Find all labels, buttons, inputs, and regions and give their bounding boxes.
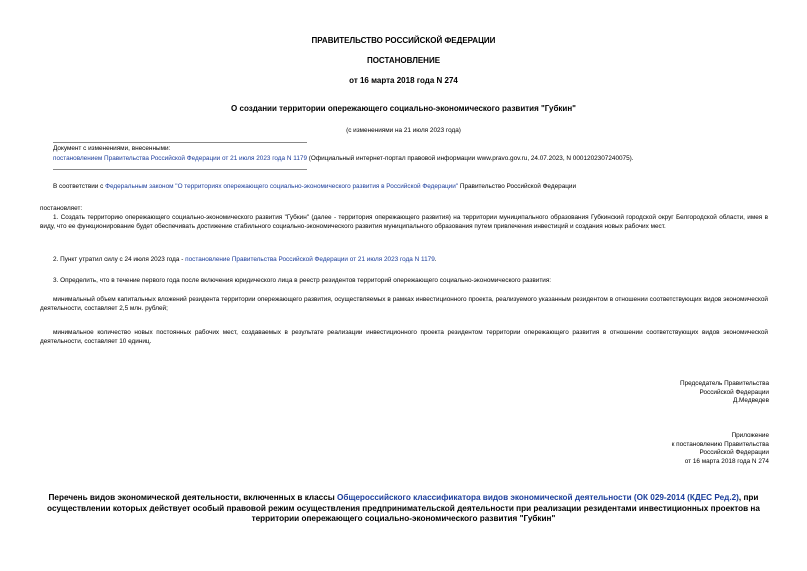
- amendments-line: [53, 155, 773, 164]
- list-title: [30, 493, 777, 525]
- preamble-prefix: В соответствии с: [53, 183, 106, 190]
- amendment-resolution-link[interactable]: постановлением Правительства Российской Федерации от 21 июля 2023 года N 1179: [53, 155, 307, 162]
- appendix-country: Российской Федерации: [699, 449, 769, 457]
- document-title: О создании территории опережающего социально-экономического развития "Губкин": [231, 104, 576, 113]
- preamble-suffix: Правительство Российской Федерации: [458, 183, 577, 190]
- resolves-word: постановляет:: [40, 205, 83, 212]
- federal-law-link[interactable]: Федеральным законом "О территориях опережающего социально-экономического развития в Российской Федерации": [105, 183, 459, 190]
- signature-name: Д.Медведев: [732, 397, 769, 405]
- repeal-resolution-link[interactable]: постановление Правительства Российской Федерации от 21 июля 2023 года N 1179: [185, 256, 435, 263]
- date-number-heading: от 16 марта 2018 года N 274: [349, 76, 458, 85]
- list-title-suffix: , при осуществлении которых действует особый правовой режим осуществления предпринимательской деятельности при реализации резидентами инвестиционных проектов на территории опережающего социально-экономического развития "Губкин": [47, 493, 760, 524]
- signature-block: [469, 380, 769, 406]
- okved-classifier-link[interactable]: Общероссийского классификатора видов экономической деятельности (ОК 029-2014 (КДЕС Ред.2): [337, 493, 739, 502]
- paragraph-2-suffix: .: [434, 256, 437, 263]
- paragraph-1: 1. Создать территорию опережающего социально-экономического развития "Губкин" (далее - территория опережающего развития) на территории муниципального образования Губкинский городской округ Белгородской области, имея в виду, что ее функционирование будет обеспечивать достижение стабильного социально-экономического развития муниципального образования путем привлечения инвестиций и создания новых рабочих мест.: [40, 214, 768, 230]
- paragraph-2: [53, 256, 773, 265]
- paragraph-3a: минимальный объем капитальных вложений резидента территории опережающего развития, осуществляемых в рамках инвестиционного проекта, реализуемого указанным резидентом в отношении соответствующих видов экономической деятельности, составляет 2,5 млн. рублей;: [40, 296, 768, 312]
- divider-bottom: [53, 169, 307, 170]
- appendix-date: от 16 марта 2018 года N 274: [684, 457, 769, 465]
- signature-position: Председатель Правительства: [680, 380, 769, 387]
- amended-note: (с изменениями на 21 июля 2023 года): [346, 127, 461, 134]
- amendment-source-text: (Официальный интернет-портал правовой информации www.pravo.gov.ru, 24.07.2023, N 0001202307240075).: [307, 155, 634, 162]
- paragraph-3b: минимальное количество новых постоянных рабочих мест, создаваемых в результате реализации инвестиционного проекта резидентом территории опережающего развития в отношении соответствующих видов экономической деятельности, составляет 10 единиц.: [40, 329, 768, 345]
- divider-top: [53, 142, 307, 143]
- paragraph-3: 3. Определить, что в течение первого года после включения юридического лица в реестр резидентов территорий опережающего социально-экономического развития:: [53, 277, 552, 284]
- government-heading: ПРАВИТЕЛЬСТВО РОССИЙСКОЙ ФЕДЕРАЦИИ: [311, 36, 496, 45]
- appendix-label: Приложение: [731, 432, 769, 439]
- signature-country: Российской Федерации: [699, 388, 769, 396]
- list-title-prefix: Перечень видов экономической деятельности, включенных в классы: [48, 493, 338, 502]
- amendments-intro: Документ с изменениями, внесенными:: [53, 145, 171, 152]
- preamble: [53, 183, 773, 192]
- appendix-block: [469, 432, 769, 467]
- paragraph-2-prefix: 2. Пункт утратил силу с 24 июля 2023 года -: [53, 256, 186, 263]
- appendix-ref: к постановлению Правительства: [671, 440, 769, 448]
- doc-type-heading: ПОСТАНОВЛЕНИЕ: [366, 56, 441, 65]
